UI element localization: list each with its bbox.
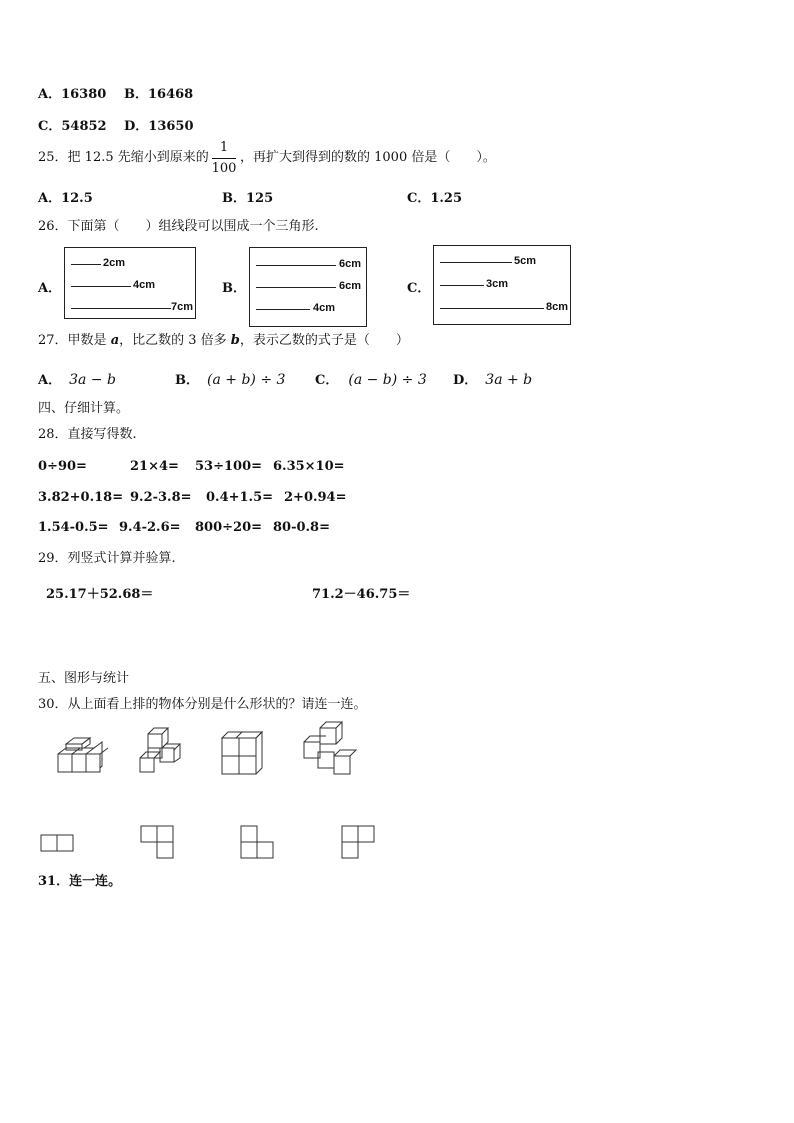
segment-line [256, 287, 336, 288]
q24-option-c[interactable] [38, 115, 107, 134]
q25-option-a[interactable] [38, 187, 93, 206]
q30-object-1[interactable] [56, 738, 106, 778]
option-value: 54852 [61, 119, 107, 134]
q28-item: 53÷100= [195, 459, 263, 474]
q25-option-b[interactable] [222, 187, 273, 206]
segment-label: 5cm [514, 255, 537, 267]
option-expression: 3a + b [485, 372, 533, 388]
q30-object-2[interactable] [136, 728, 188, 778]
option-letter: C． [38, 119, 62, 134]
q28-item: 6.35×10= [273, 459, 345, 474]
q30-top-view-3[interactable] [240, 825, 276, 861]
q28-item: 9.2-3.8= [130, 490, 192, 505]
q25-fraction-denominator: 100 [211, 161, 237, 176]
q24-option-d[interactable] [124, 115, 194, 134]
segment-line [440, 262, 512, 263]
q27-variable-a: a [110, 333, 120, 348]
option-value: 16380 [61, 87, 107, 102]
option-value: 16468 [148, 87, 194, 102]
q25-stem-prefix: 25．把 12.5 先缩小到原来的 [38, 150, 209, 165]
option-value: 12.5 [61, 191, 93, 206]
option-letter: D． [453, 373, 478, 388]
segment-line [71, 264, 101, 265]
option-expression: (a + b) ÷ 3 [207, 372, 286, 388]
q30-stem: 30．从上面看上排的物体分别是什么形状的？请连一连。 [38, 697, 367, 712]
option-letter: A． [38, 373, 62, 388]
q26-option-a-letter[interactable]: A． [38, 281, 62, 296]
q28-item: 3.82+0.18= [38, 490, 124, 505]
option-letter: B． [222, 191, 246, 206]
q27-option-d[interactable] [453, 369, 532, 388]
q28-item: 0.4+1.5= [206, 490, 274, 505]
q30-top-view-1[interactable] [40, 834, 76, 854]
q25-option-c[interactable] [407, 187, 462, 206]
q27-option-b[interactable] [175, 369, 285, 388]
segment-label: 4cm [133, 279, 156, 291]
q27-option-a[interactable] [38, 369, 116, 388]
option-letter: A． [38, 87, 62, 102]
q30-top-view-2[interactable] [140, 825, 176, 861]
q31-stem: 31．连一连。 [38, 874, 122, 889]
option-letter: B． [124, 87, 148, 102]
q26-group-b-box [249, 247, 367, 327]
q27-stem-part-1: 27．甲数是 [38, 333, 111, 348]
q24-option-a[interactable] [38, 83, 106, 102]
q29-stem: 29．列竖式计算并验算. [38, 551, 176, 566]
option-value: 1.25 [430, 191, 463, 206]
q28-item: 1.54-0.5= [38, 520, 109, 535]
q29-item: 25.17＋52.68＝ [46, 587, 154, 602]
q30-object-3[interactable] [218, 730, 266, 776]
q28-item: 2+0.94= [284, 490, 347, 505]
segment-label: 4cm [313, 302, 336, 314]
option-letter: B． [175, 373, 199, 388]
q26-stem: 26．下面第（ ）组线段可以围成一个三角形. [38, 219, 319, 234]
q27-stem-part-3: ，表示乙数的式子是（ ） [239, 333, 409, 348]
segment-line [256, 265, 336, 266]
q26-group-a-box [64, 247, 196, 319]
option-expression: 3a − b [69, 372, 116, 388]
option-letter: A． [38, 191, 62, 206]
q27-option-c[interactable] [315, 369, 427, 388]
q30-object-4[interactable] [300, 722, 356, 778]
segment-label: 3cm [486, 278, 509, 290]
q29-item: 71.2－46.75＝ [312, 587, 411, 602]
segment-line [256, 309, 310, 310]
segment-label: 8cm [546, 301, 569, 313]
option-value: 13650 [148, 119, 194, 134]
q28-item: 800÷20= [195, 520, 263, 535]
q25-stem-suffix: ，再扩大到得到的数的 1000 倍是（ ）。 [240, 150, 496, 165]
q27-stem-part-2: ，比乙数的 3 倍多 [119, 333, 231, 348]
q27-variable-b: b [230, 333, 240, 348]
q24-option-b[interactable] [124, 83, 193, 102]
segment-line [71, 308, 171, 309]
q28-item: 21×4= [130, 459, 179, 474]
option-value: 125 [246, 191, 274, 206]
segment-line [440, 308, 544, 309]
q25-fraction-bar [212, 158, 236, 159]
q27-stem [38, 333, 409, 349]
segment-label: 6cm [339, 258, 362, 270]
segment-label: 2cm [103, 257, 126, 269]
section-5-heading: 五、图形与统计 [38, 671, 130, 686]
q28-item: 80-0.8= [273, 520, 330, 535]
q25-fraction-numerator: 1 [219, 140, 229, 155]
segment-label: 6cm [339, 280, 362, 292]
option-letter: D． [124, 119, 149, 134]
q26-group-c-box [433, 245, 571, 325]
option-expression: (a − b) ÷ 3 [348, 372, 427, 388]
q30-top-view-4[interactable] [341, 825, 377, 861]
q28-stem: 28．直接写得数. [38, 427, 137, 442]
segment-line [71, 286, 131, 287]
section-4-heading: 四、仔细计算。 [38, 401, 130, 416]
option-letter: C． [315, 373, 339, 388]
q26-option-b-letter[interactable]: B． [222, 281, 246, 296]
q26-option-c-letter[interactable]: C． [407, 281, 431, 296]
segment-label: 7cm [171, 301, 194, 313]
option-letter: C． [407, 191, 431, 206]
q28-item: 9.4-2.6= [119, 520, 181, 535]
q28-item: 0÷90= [38, 459, 87, 474]
segment-line [440, 285, 484, 286]
